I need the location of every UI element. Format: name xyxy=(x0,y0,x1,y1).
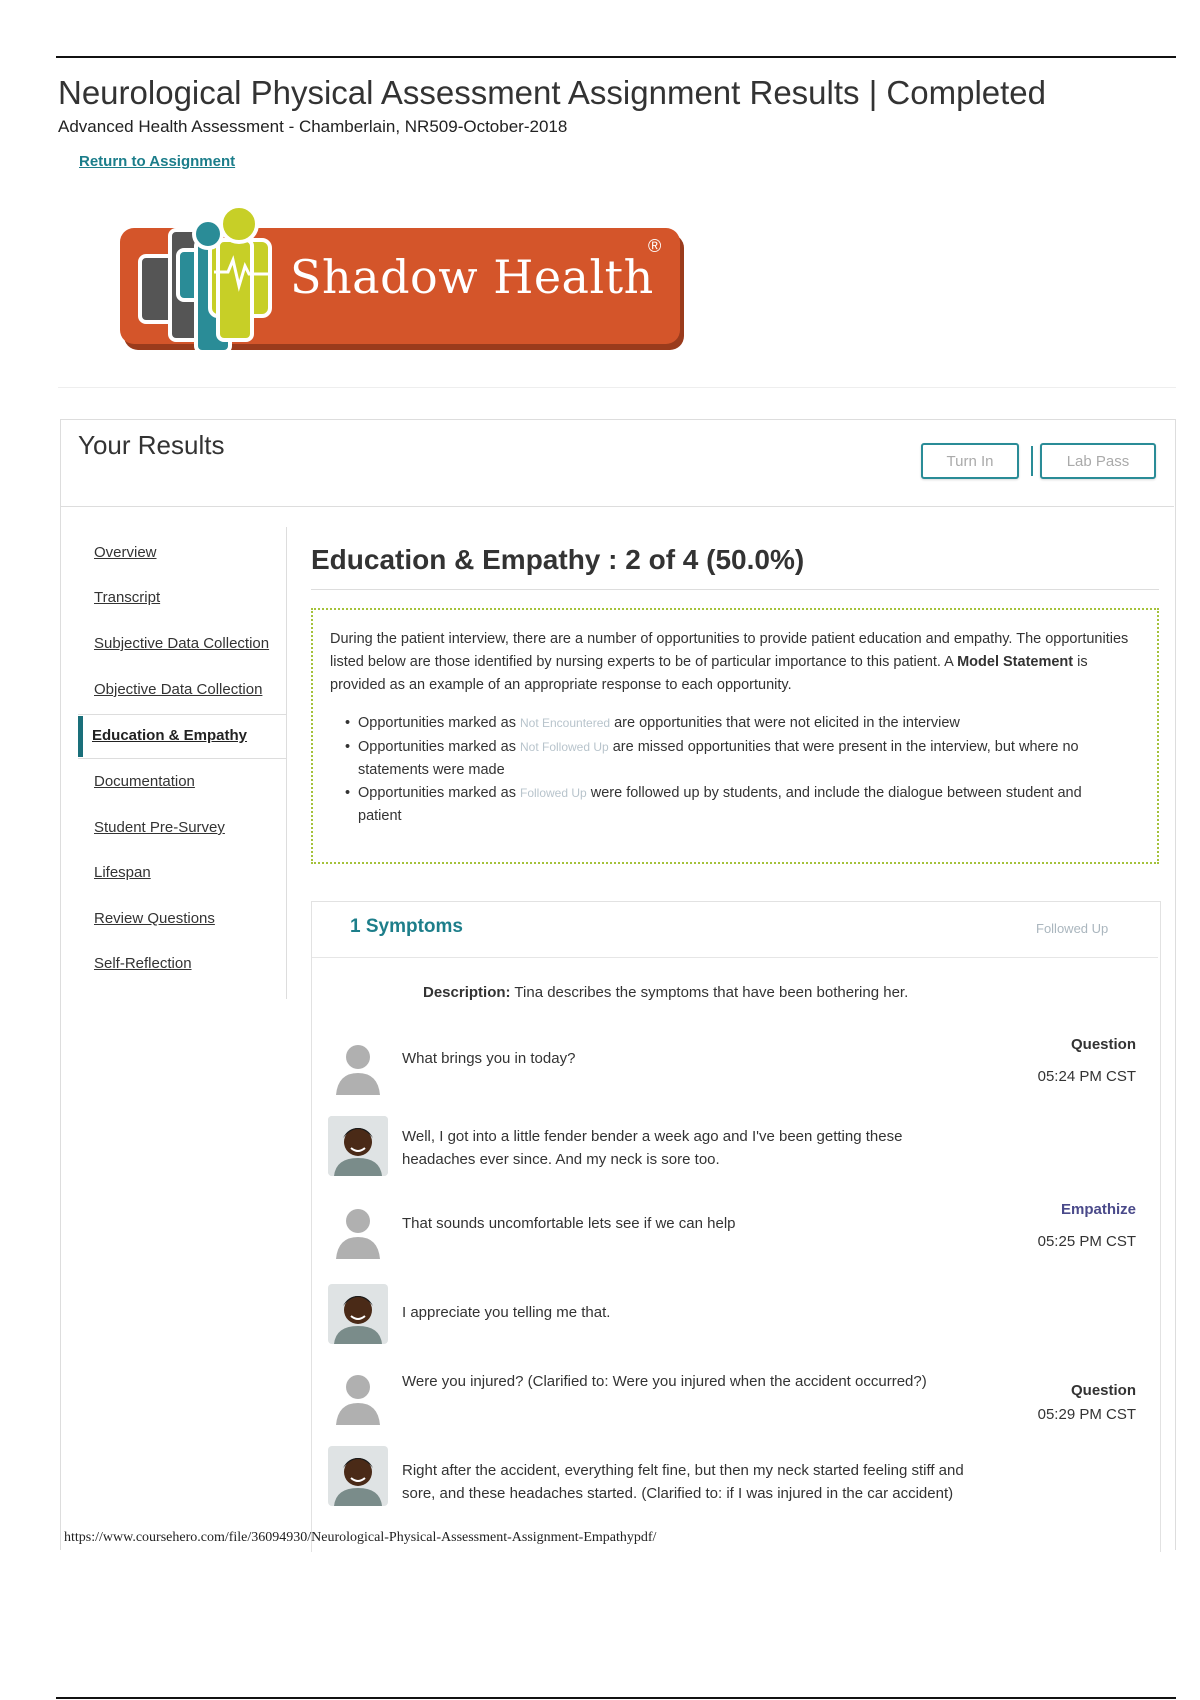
sidebar-active-indicator xyxy=(78,716,83,757)
lab-pass-button[interactable]: Lab Pass xyxy=(1040,443,1156,479)
bullet-dot: • xyxy=(345,785,351,801)
patient-avatar-icon xyxy=(328,1446,388,1506)
sidebar-active-divider xyxy=(78,714,287,715)
description-label: Description: xyxy=(423,984,511,1001)
sidebar-item-objective-data-collection[interactable]: Objective Data Collection xyxy=(94,681,263,698)
intro-text-1: During the patient interview, there are a number of opportunities to provide patient education and empathy. The opportunities listed below are those identified by nursing experts to be of particular importance to this patient. A xyxy=(330,631,1129,670)
student-avatar-icon xyxy=(328,1199,388,1259)
intro-paragraph xyxy=(330,628,1142,697)
button-separator xyxy=(1031,446,1033,476)
message-text: I appreciate you telling me that. xyxy=(402,1304,611,1321)
intro-text-2: is provided as an example of an appropriate response to each opportunity. xyxy=(330,654,1088,693)
status-tag-not-followed-up: Not Followed Up xyxy=(520,740,609,754)
intro-model-statement: Model Statement xyxy=(957,654,1074,670)
sidebar-divider xyxy=(286,527,287,999)
bullet-text: Opportunities marked as xyxy=(358,715,520,731)
message-text: That sounds uncomfortable lets see if we can help xyxy=(402,1215,736,1232)
bullet-text: were followed up by students, and include the dialogue between student and patient xyxy=(358,785,1082,824)
bottom-rule xyxy=(56,1697,1176,1699)
message-type-label: Question xyxy=(1070,1036,1136,1053)
logo-text: Shadow Health xyxy=(290,250,654,304)
logo-registered-mark: ® xyxy=(648,236,662,256)
patient-avatar-icon xyxy=(328,1284,388,1344)
message-timestamp: 05:24 PM CST xyxy=(1037,1068,1136,1085)
footer-url: https://www.coursehero.com/file/36094930/Neurological-Physical-Assessment-Assignment-Empathypdf/ xyxy=(64,1530,657,1545)
bullet-text: Opportunities marked as xyxy=(358,739,520,755)
section-underline xyxy=(311,589,1159,590)
sidebar-active-divider xyxy=(78,758,287,759)
card-description xyxy=(423,984,908,1001)
shadow-health-logo xyxy=(118,200,688,360)
sidebar-item-subjective-data-collection[interactable]: Subjective Data Collection xyxy=(94,635,270,652)
card-header-divider xyxy=(312,957,1158,958)
page-bottom-whitespace xyxy=(0,1552,1200,1700)
sidebar-item-self-reflection[interactable]: Self-Reflection xyxy=(94,955,192,972)
panel-divider xyxy=(61,506,1174,507)
status-tag-followed-up: Followed Up xyxy=(520,786,587,800)
results-title: Your Results xyxy=(78,430,225,460)
bullet-text: Opportunities marked as xyxy=(358,785,520,801)
status-badge: Followed Up xyxy=(1036,921,1109,936)
message-text: Were you injured? (Clarified to: Were you injured when the accident occurred?) xyxy=(402,1373,927,1390)
bullet-dot: • xyxy=(345,739,351,755)
sidebar-item-education-empathy[interactable]: Education & Empathy xyxy=(92,727,248,744)
card-title[interactable]: 1 Symptoms xyxy=(350,916,463,937)
sidebar-item-lifespan[interactable]: Lifespan xyxy=(94,864,151,881)
message-timestamp: 05:25 PM CST xyxy=(1037,1233,1136,1250)
patient-avatar-icon xyxy=(328,1116,388,1176)
message-text: Well, I got into a little fender bender a week ago and I've been getting these headaches ever since. And my neck is sore too. xyxy=(402,1128,903,1168)
legend-bullet-not-followed-up xyxy=(345,736,1128,781)
top-rule xyxy=(56,56,1176,58)
legend-bullet-not-encountered xyxy=(345,712,1128,735)
description-text: Tina describes the symptoms that have been bothering her. xyxy=(510,984,909,1001)
page-title: Neurological Physical Assessment Assignment Results | Completed xyxy=(58,74,1047,111)
legend-bullet-followed-up xyxy=(345,782,1128,827)
return-to-assignment-link[interactable]: Return to Assignment xyxy=(79,153,236,170)
message-type-label: Question xyxy=(1070,1382,1136,1399)
sidebar-item-documentation[interactable]: Documentation xyxy=(94,773,195,790)
section-title: Education & Empathy : 2 of 4 (50.0%) xyxy=(311,544,805,575)
header-divider xyxy=(58,387,1176,388)
page-subtitle: Advanced Health Assessment - Chamberlain, NR509-October-2018 xyxy=(58,117,568,136)
sidebar-item-transcript[interactable]: Transcript xyxy=(94,589,161,606)
sidebar-item-student-pre-survey[interactable]: Student Pre-Survey xyxy=(94,819,225,836)
message-text: What brings you in today? xyxy=(402,1050,576,1067)
bullet-dot: • xyxy=(345,715,351,731)
message-timestamp: 05:29 PM CST xyxy=(1037,1406,1136,1423)
bullet-text: are opportunities that were not elicited in the interview xyxy=(610,715,960,731)
sidebar-item-overview[interactable]: Overview xyxy=(94,544,157,561)
message-type-label: Empathize xyxy=(1060,1201,1136,1218)
status-tag-not-encountered: Not Encountered xyxy=(520,716,611,730)
message-text: Right after the accident, everything felt fine, but then my neck started feeling stiff and sore, and these headaches started. (Clarified to: if I was injured in the car accident) xyxy=(402,1462,964,1502)
student-avatar-icon xyxy=(328,1365,388,1425)
turn-in-button[interactable]: Turn In xyxy=(921,443,1019,479)
sidebar-item-review-questions[interactable]: Review Questions xyxy=(94,910,215,927)
bullet-text: are missed opportunities that were present in the interview, but where no statements were made xyxy=(358,739,1079,778)
student-avatar-icon xyxy=(328,1035,388,1095)
